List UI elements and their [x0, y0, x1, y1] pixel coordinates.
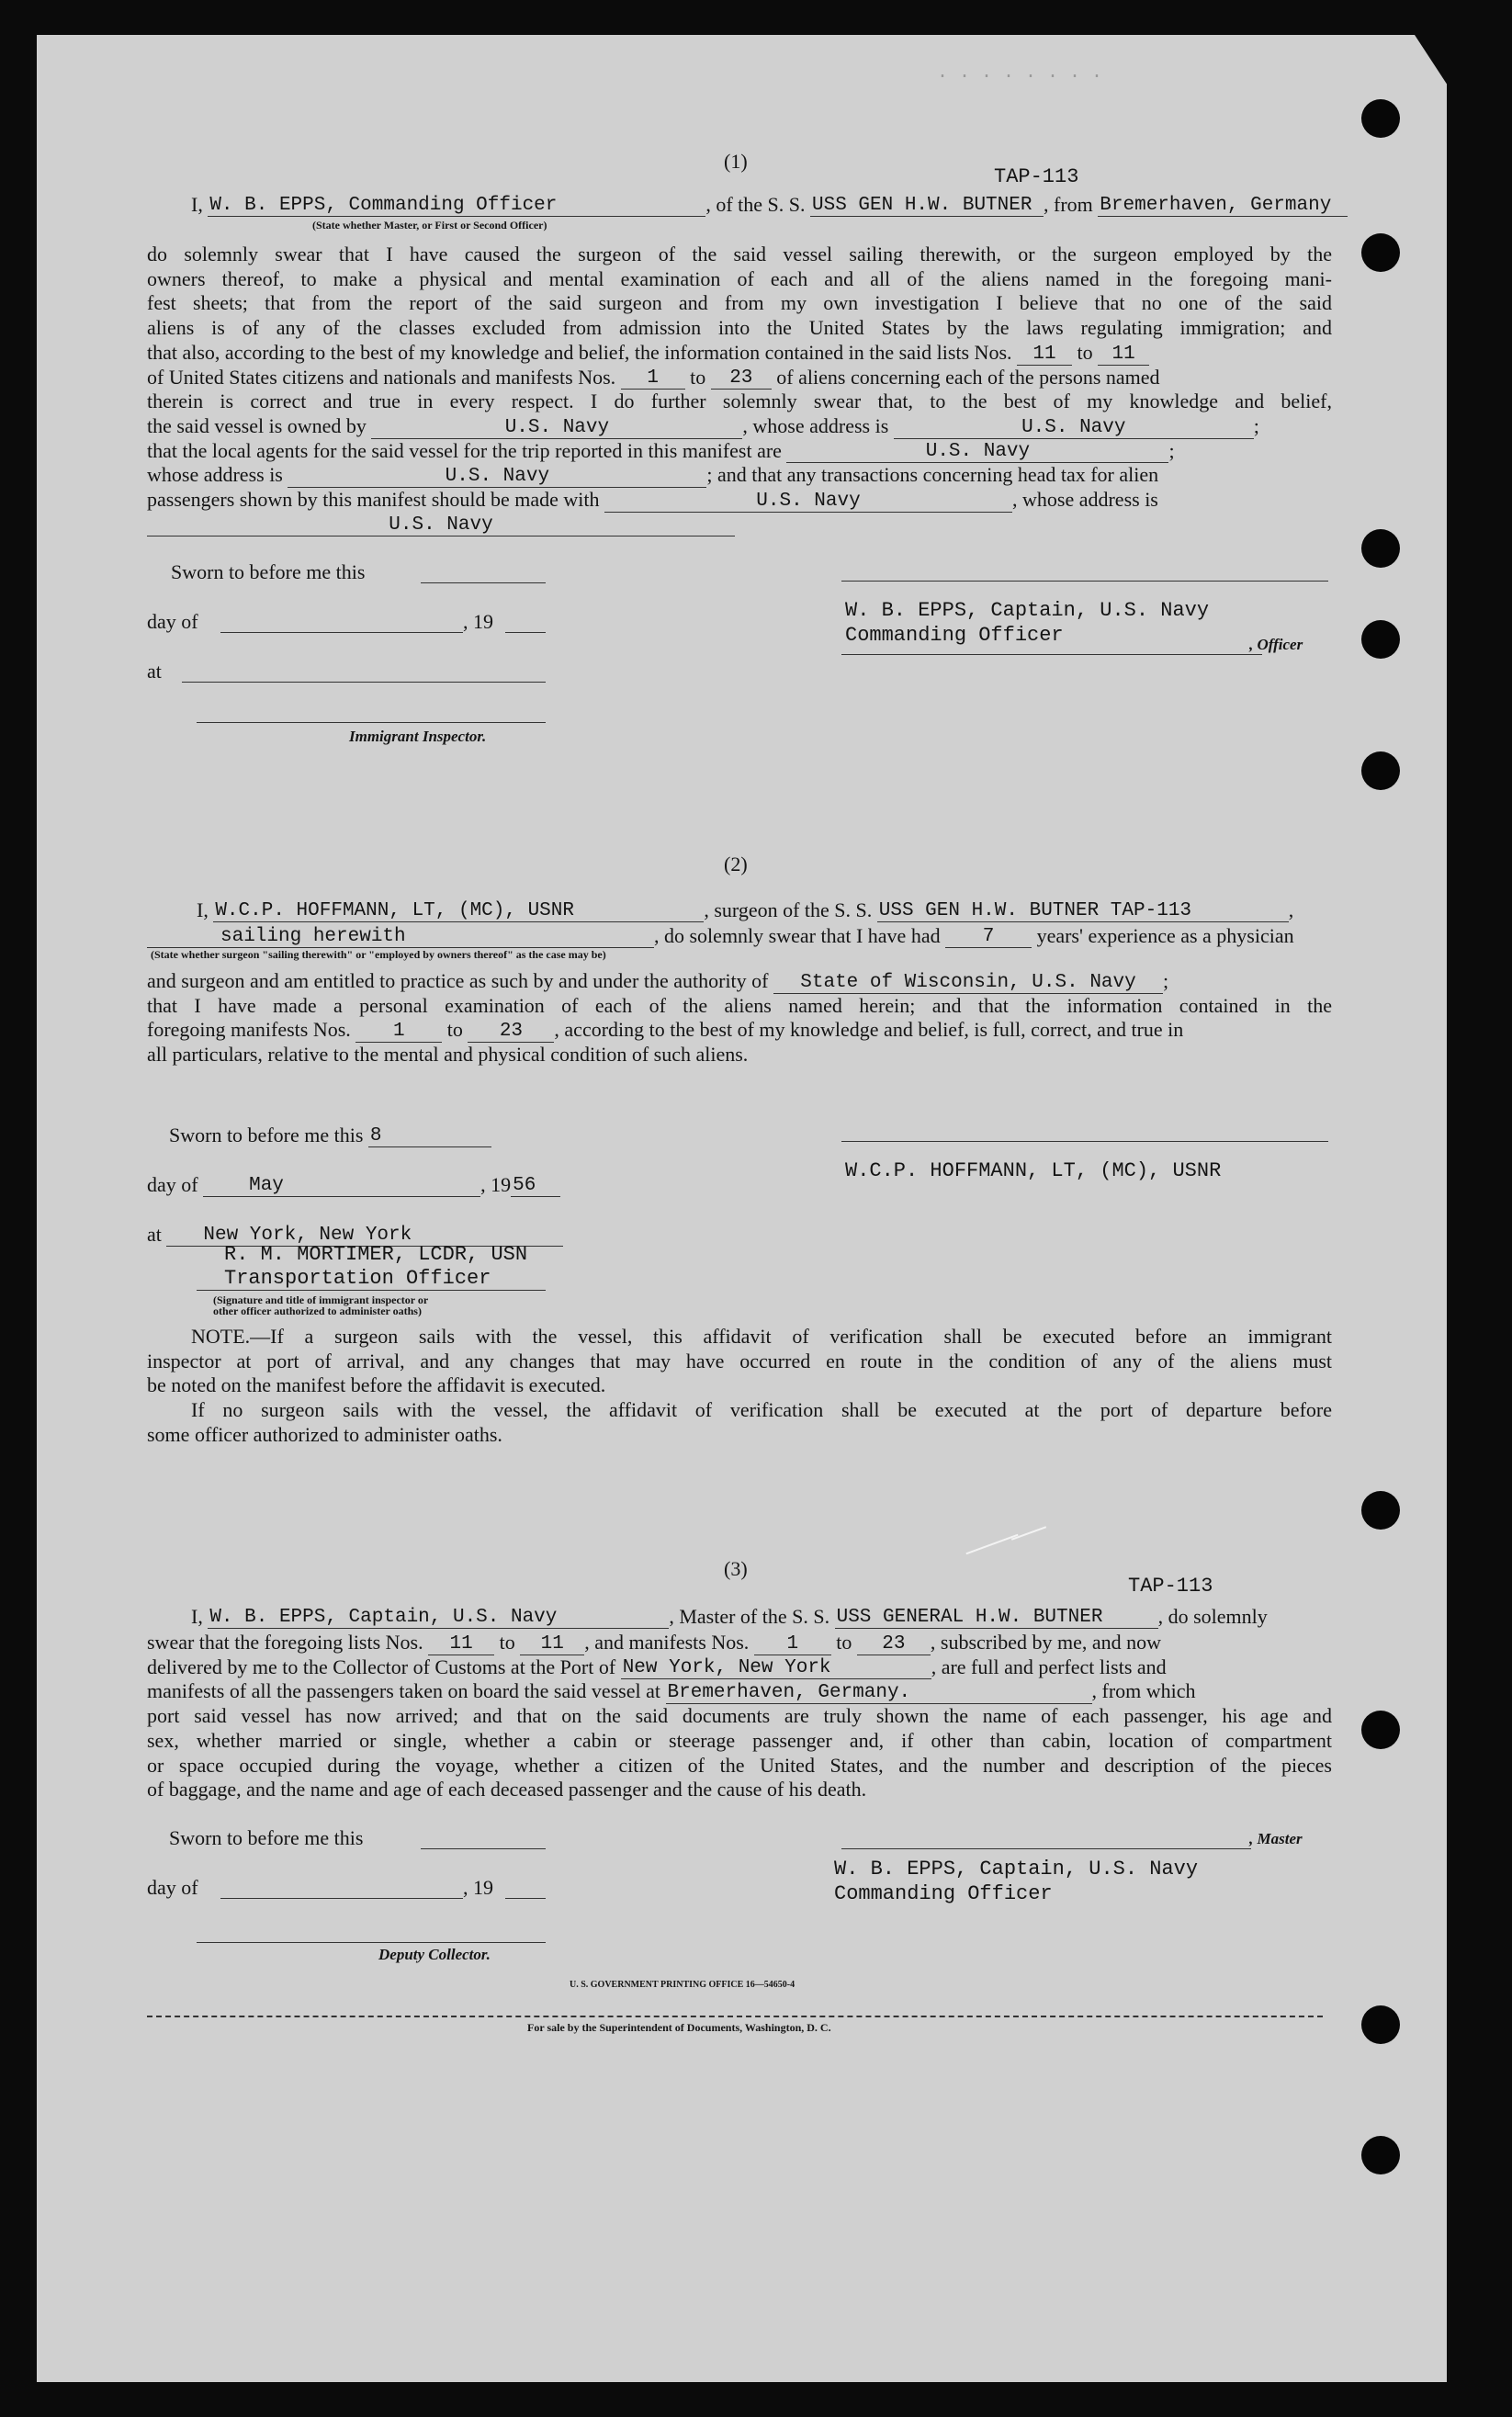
master-signature-name: W. B. EPPS, Captain, U.S. Navy [834, 1858, 1199, 1881]
master-body [147, 1631, 1332, 1802]
note-line: NOTE.—If a surgeon sails with the vessel, this affidavit of verification shall be executed before an immigrant [191, 1325, 1332, 1348]
sworn-day-field: 8 [368, 1126, 491, 1147]
master-signature-line [841, 1848, 1251, 1849]
note-line: some officer authorized to administer oaths. [147, 1422, 502, 1446]
master-caption: , Master [1249, 1830, 1303, 1847]
day-label: day of [147, 1876, 198, 1899]
body-line: sex, whether married or single, whether a cabin or steerage passenger and, if other than cabin, location of compartment [147, 1728, 1332, 1752]
sworn-blank [421, 1848, 546, 1849]
body-line: therein is correct and true in every respect. I do further solemnly swear that, to the best of my knowledge and belief, [147, 390, 1332, 413]
at-label: at [147, 660, 162, 683]
section-number: (3) [724, 1557, 748, 1580]
year-blank [505, 632, 546, 633]
inspector-caption: Immigrant Inspector. [349, 728, 487, 745]
officer-signature-line [841, 581, 1328, 582]
punch-hole-icon [1361, 1491, 1400, 1530]
bleed-through-text: · · · · · · · · [937, 66, 1103, 87]
year-label: , 19 [463, 1876, 493, 1899]
body-line: port said vessel has now arrived; and that on the said documents are truly shown the name of each passenger, his age and [147, 1704, 1332, 1728]
owner-address-field: U.S. Navy [894, 418, 1254, 439]
surgeon-line-1: I, W.C.P. HOFFMANN, LT, (MC), USNR , surgeon of the S. S. USS GEN H.W. BUTNER TAP-113 , [197, 898, 1294, 921]
body-line: foregoing manifests Nos. 1 to 23 , according to the best of my knowledge and belief, is full, correct, and true in [147, 1018, 1184, 1043]
body-line: the said vessel is owned by U.S. Navy , whose address is U.S. Navy ; [147, 413, 1259, 438]
punch-hole-icon [1361, 529, 1400, 568]
officer-line [841, 654, 1262, 655]
officer-signature-line [197, 1290, 546, 1291]
field-hint: (State whether surgeon "sailing therewith" or "employed by owners thereof" as the case may be) [151, 948, 606, 961]
at-blank [182, 682, 546, 683]
note-line: inspector at port of arrival, and any changes that may have occurred en route in the condition of any of the aliens must [147, 1349, 1332, 1372]
date-line: day of May , 1956 [147, 1173, 560, 1197]
years-field: 7 [945, 927, 1032, 948]
punch-hole-icon [1361, 620, 1400, 659]
body-line: all particulars, relative to the mental and physical condition of such aliens. [147, 1043, 749, 1067]
punch-hole-icon [1361, 233, 1400, 272]
body-line: passengers shown by this manifest should be made with U.S. Navy , whose address is [147, 488, 1158, 512]
vessel-field: USS GENERAL H.W. BUTNER [835, 1608, 1158, 1629]
inspector-signature-line [197, 722, 546, 723]
day-label: day of [147, 610, 198, 633]
body-line: manifests of all the passengers taken on board the said vessel at Bremerhaven, Germany. , from which [147, 1679, 1196, 1704]
officer-field: W. B. EPPS, Commanding Officer [208, 196, 705, 217]
year-field: 56 [511, 1176, 560, 1197]
master-line-1 [191, 1605, 1268, 1629]
body-line: aliens is of any of the classes excluded from admission into the United States by the laws regulating immigration; and [147, 316, 1332, 340]
year-label: , 19 [463, 610, 493, 633]
sworn-label: Sworn to before me this 8 [169, 1124, 491, 1147]
corner-cut [1415, 35, 1448, 85]
day-blank [220, 632, 463, 633]
label: , do solemnly swear that I have had [654, 924, 941, 947]
lists-to-field: 11 [1098, 344, 1149, 366]
surgeon-signature-line [841, 1141, 1328, 1142]
vessel-field: USS GEN H.W. BUTNER [810, 196, 1044, 217]
collector-caption: Deputy Collector. [378, 1946, 491, 1963]
tap-number: TAP-113 [1128, 1575, 1213, 1598]
body-line: fest sheets; that from the report of the said surgeon and from my own investigation I believe that no one of the said [147, 291, 1332, 315]
label: , of the S. S. [705, 193, 806, 216]
pronoun: I, [197, 898, 209, 921]
note-line: be noted on the manifest before the affidavit is executed. [147, 1373, 606, 1397]
manifest-from-field: 1 [754, 1634, 831, 1655]
sworn-blank [421, 582, 546, 583]
body-line: that the local agents for the said vessel for the trip reported in this manifest are U.S. Navy ; [147, 438, 1175, 463]
section-number: (1) [724, 150, 748, 173]
punch-hole-icon [1361, 99, 1400, 138]
oath-line-1 [191, 193, 1348, 217]
signature-note: (Signature and title of immigrant inspector or [213, 1293, 429, 1306]
manifest-from-field: 1 [621, 368, 685, 390]
officer-name: R. M. MORTIMER, LCDR, USN [224, 1243, 528, 1266]
lists-to-field: 11 [520, 1634, 584, 1655]
year-blank [505, 1898, 546, 1899]
footer-rule [147, 2016, 1323, 2017]
master-name-field: W. B. EPPS, Captain, U.S. Navy [208, 1608, 669, 1629]
authority-field: State of Wisconsin, U.S. Navy [773, 973, 1163, 994]
officer-signature-title: Commanding Officer [845, 624, 1064, 647]
manifest-to-field: 23 [468, 1022, 554, 1043]
label: years' experience as a physician [1036, 924, 1294, 947]
note-line: If no surgeon sails with the vessel, the affidavit of verification shall be executed at the port of departure before [191, 1398, 1332, 1422]
officer-title: Transportation Officer [224, 1267, 491, 1290]
sworn-label: Sworn to before me this [171, 560, 366, 583]
officer-signature-name: W. B. EPPS, Captain, U.S. Navy [845, 599, 1210, 622]
owner-field: U.S. Navy [371, 418, 742, 439]
month-field: May [203, 1176, 480, 1197]
vessel-field: USS GEN H.W. BUTNER TAP-113 [877, 901, 1289, 922]
body-line: whose address is U.S. Navy ; and that any transactions concerning head tax for alien [147, 463, 1159, 488]
note-text [147, 1325, 1332, 1448]
tax-agent-field: U.S. Navy [604, 491, 1012, 513]
surgeon-signature-name: W.C.P. HOFFMANN, LT, (MC), USNR [845, 1159, 1222, 1182]
manifest-from-field: 1 [355, 1022, 442, 1043]
collector-signature-line [197, 1942, 546, 1943]
sale-note: For sale by the Superintendent of Documents, Washington, D. C. [527, 2021, 831, 2034]
section-number: (2) [724, 853, 748, 875]
body-line: or space occupied during the voyage, whether a citizen of the United States, and the number and description of the pieces [147, 1753, 1332, 1777]
pronoun: I, [191, 1605, 203, 1628]
body-line: delivered by me to the Collector of Customs at the Port of New York, New York , are full and perfect lists and [147, 1655, 1167, 1679]
manifest-to-field: 23 [857, 1634, 931, 1655]
oath-body [147, 243, 1332, 536]
gpo-imprint: U. S. GOVERNMENT PRINTING OFFICE 16—54650-4 [570, 1980, 795, 1990]
port-field: New York, New York [621, 1658, 931, 1679]
tax-address-field: U.S. Navy [147, 515, 735, 536]
departure-port-field: Bremerhaven, Germany [1098, 196, 1348, 217]
label: , surgeon of the S. S. [704, 898, 873, 921]
pronoun: I, [191, 193, 203, 216]
body-line: and surgeon and am entitled to practice as such by and under the authority of State of Wisconsin, U.S. Navy ; [147, 969, 1169, 993]
body-line [147, 513, 1332, 537]
field-hint: (State whether Master, or First or Second Officer) [312, 219, 547, 232]
body-line: that I have made a personal examination of each of the aliens named herein; and that the information contained in the [147, 993, 1332, 1017]
body-line: swear that the foregoing lists Nos. 11 to 11 , and manifests Nos. 1 to 23 , subscribed by me, and now [147, 1631, 1162, 1655]
manifest-to-field: 23 [711, 368, 772, 390]
lists-from-field: 11 [1017, 344, 1072, 366]
sworn-label: Sworn to before me this [169, 1826, 364, 1849]
body-line: that also, according to the best of my knowledge and belief, the information contained in the said lists Nos. 11 to 11 [147, 341, 1332, 366]
tap-number: TAP-113 [994, 165, 1079, 188]
punch-hole-icon [1361, 1711, 1400, 1749]
surgeon-body [147, 969, 1332, 1067]
surgeon-line-2 [147, 924, 1294, 948]
master-signature-title: Commanding Officer [834, 1882, 1053, 1905]
body-line: of baggage, and the name and age of each deceased passenger and the cause of his death. [147, 1778, 867, 1801]
agents-field: U.S. Navy [786, 442, 1168, 463]
label: , do solemnly [1157, 1605, 1268, 1628]
punch-hole-icon [1361, 2136, 1400, 2174]
agents-address-field: U.S. Navy [288, 467, 706, 488]
place-line: at New York, New York [147, 1223, 563, 1247]
body-line: do solemnly swear that I have caused the surgeon of the said vessel sailing therewith, or the surgeon employed by the [147, 243, 1332, 265]
punch-hole-icon [1361, 751, 1400, 790]
departure-port-field: Bremerhaven, Germany. [666, 1683, 1092, 1704]
punch-hole-icon [1361, 2005, 1400, 2044]
day-blank [220, 1898, 463, 1899]
lists-from-field: 11 [428, 1634, 494, 1655]
label: , Master of the S. S. [669, 1605, 830, 1628]
surgeon-name-field: W.C.P. HOFFMANN, LT, (MC), USNR [213, 901, 704, 922]
body-line: owners thereof, to make a physical and mental examination of each and all of the aliens named in the foregoing mani- [147, 266, 1332, 290]
label: , from [1044, 193, 1093, 216]
officer-caption: , Officer [1249, 636, 1303, 653]
body-line: of United States citizens and nationals and manifests Nos. 1 to 23 of aliens concerning each of the persons named [147, 365, 1160, 390]
signature-note: other officer authorized to administer oaths) [213, 1305, 422, 1317]
sailing-status-field: sailing herewith [147, 927, 654, 948]
place-field: New York, New York [166, 1225, 563, 1247]
